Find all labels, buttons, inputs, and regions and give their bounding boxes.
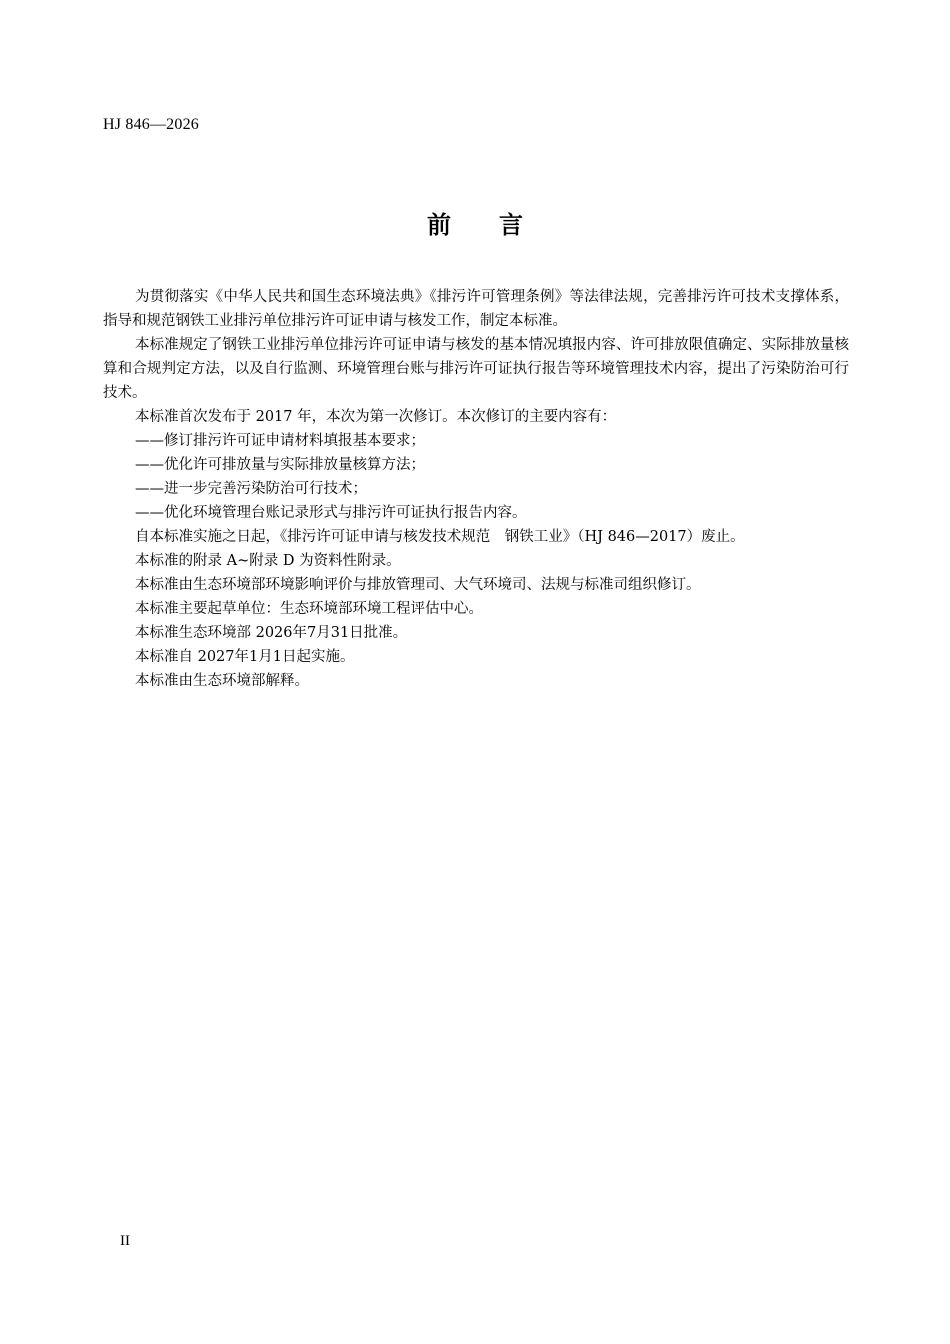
document-code: HJ 846—2026 [103, 116, 199, 133]
paragraph-scope: 本标准规定了钢铁工业排污单位排污许可证申请与核发的基本情况填报内容、许可排放限值确定、实际排放量核算和合规判定方法，以及自行监测、环境管理台账与排污许可证执行报告等环境管理技术内容，提出了污染防治可行技术。 [103, 337, 849, 401]
paragraph-purpose: 为贯彻落实《中华人民共和国生态环境法典》《排污许可管理条例》等法律法规，完善排污许可技术支撑体系，指导和规范钢铁工业排污单位排污许可证申请与核发工作，制定本标准。 [103, 289, 849, 329]
paragraph-drafter: 本标准主要起草单位：生态环境部环境工程评估中心。 [135, 601, 483, 617]
revision-item: ——进一步完善污染防治可行技术； [135, 481, 367, 497]
revision-item: ——优化环境管理台账记录形式与排污许可证执行报告内容。 [135, 505, 527, 521]
revision-item: ——修订排污许可证申请材料填报基本要求； [135, 433, 425, 449]
revision-item: ——优化许可排放量与实际排放量核算方法； [135, 457, 425, 473]
page-title: 前言 [427, 211, 571, 239]
paragraph-revision-intro: 本标准首次发布于 2017 年，本次为第一次修订。本次修订的主要内容有： [135, 409, 617, 425]
foreword-body [103, 285, 849, 693]
paragraph-organizer: 本标准由生态环境部环境影响评价与排放管理司、大气环境司、法规与标准司组织修订。 [135, 577, 701, 593]
page-number: II [120, 1233, 130, 1249]
paragraph-effective: 本标准自 2027年1月1日起实施。 [135, 649, 355, 665]
paragraph-approval: 本标准生态环境部 2026年7月31日批准。 [135, 625, 408, 641]
paragraph-interpretation: 本标准由生态环境部解释。 [135, 673, 309, 689]
paragraph-appendix: 本标准的附录 A~附录 D 为资料性附录。 [135, 553, 401, 569]
paragraph-supersede: 自本标准实施之日起，《排污许可证申请与核发技术规范 钢铁工业》（HJ 846—2017）废止。 [135, 529, 745, 545]
